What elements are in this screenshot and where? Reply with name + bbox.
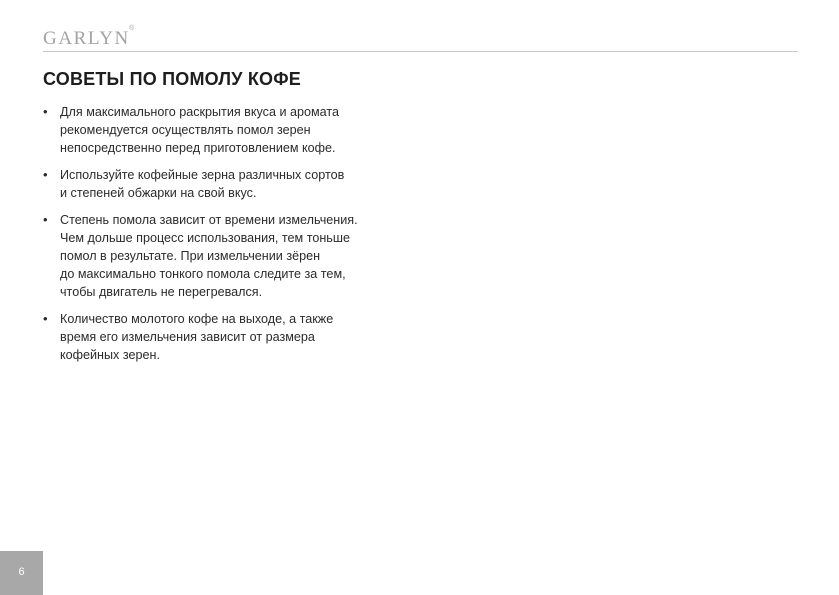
bullet-icon: •	[43, 167, 48, 182]
tips-list	[43, 103, 423, 373]
tip-text-line: чтобы двигатель не перегревался.	[60, 285, 263, 299]
brand-logo: GARLYN	[43, 28, 130, 49]
tip-item	[43, 310, 423, 364]
tip-text-line: до максимально тонкого помола следите за тем,	[60, 267, 346, 281]
tip-text-line: кофейных зерен.	[60, 348, 160, 362]
header-divider	[43, 51, 798, 52]
registered-mark: ®	[129, 25, 135, 32]
tip-text-line: Степень помола зависит от времени измельчения.	[60, 213, 358, 227]
tip-item	[43, 166, 423, 202]
page-number-tab	[0, 551, 43, 595]
tip-text-line: Количество молотого кофе на выходе, а также	[60, 312, 334, 326]
tip-text-line: непосредственно перед приготовлением кофе.	[60, 141, 336, 155]
bullet-icon: •	[43, 212, 48, 227]
page-title: СОВЕТЫ ПО ПОМОЛУ КОФЕ	[43, 69, 301, 89]
bullet-icon: •	[43, 311, 48, 326]
tip-text-line: Для максимального раскрытия вкуса и аромата	[60, 105, 340, 119]
tip-text-line: Используйте кофейные зерна различных сортов	[60, 168, 345, 182]
tip-text-line: Чем дольше процесс использования, тем тоньше	[60, 231, 350, 245]
tip-item	[43, 103, 423, 157]
page-number: 6	[18, 566, 25, 578]
page-header	[0, 0, 839, 54]
tip-text-line: помол в результате. При измельчении зёрен	[60, 249, 321, 263]
tip-text-line: и степеней обжарки на свой вкус.	[60, 186, 257, 200]
tip-text-line: рекомендуется осуществлять помол зерен	[60, 123, 311, 137]
tip-item	[43, 211, 423, 301]
bullet-icon: •	[43, 104, 48, 119]
tip-text-line: время его измельчения зависит от размера	[60, 330, 315, 344]
